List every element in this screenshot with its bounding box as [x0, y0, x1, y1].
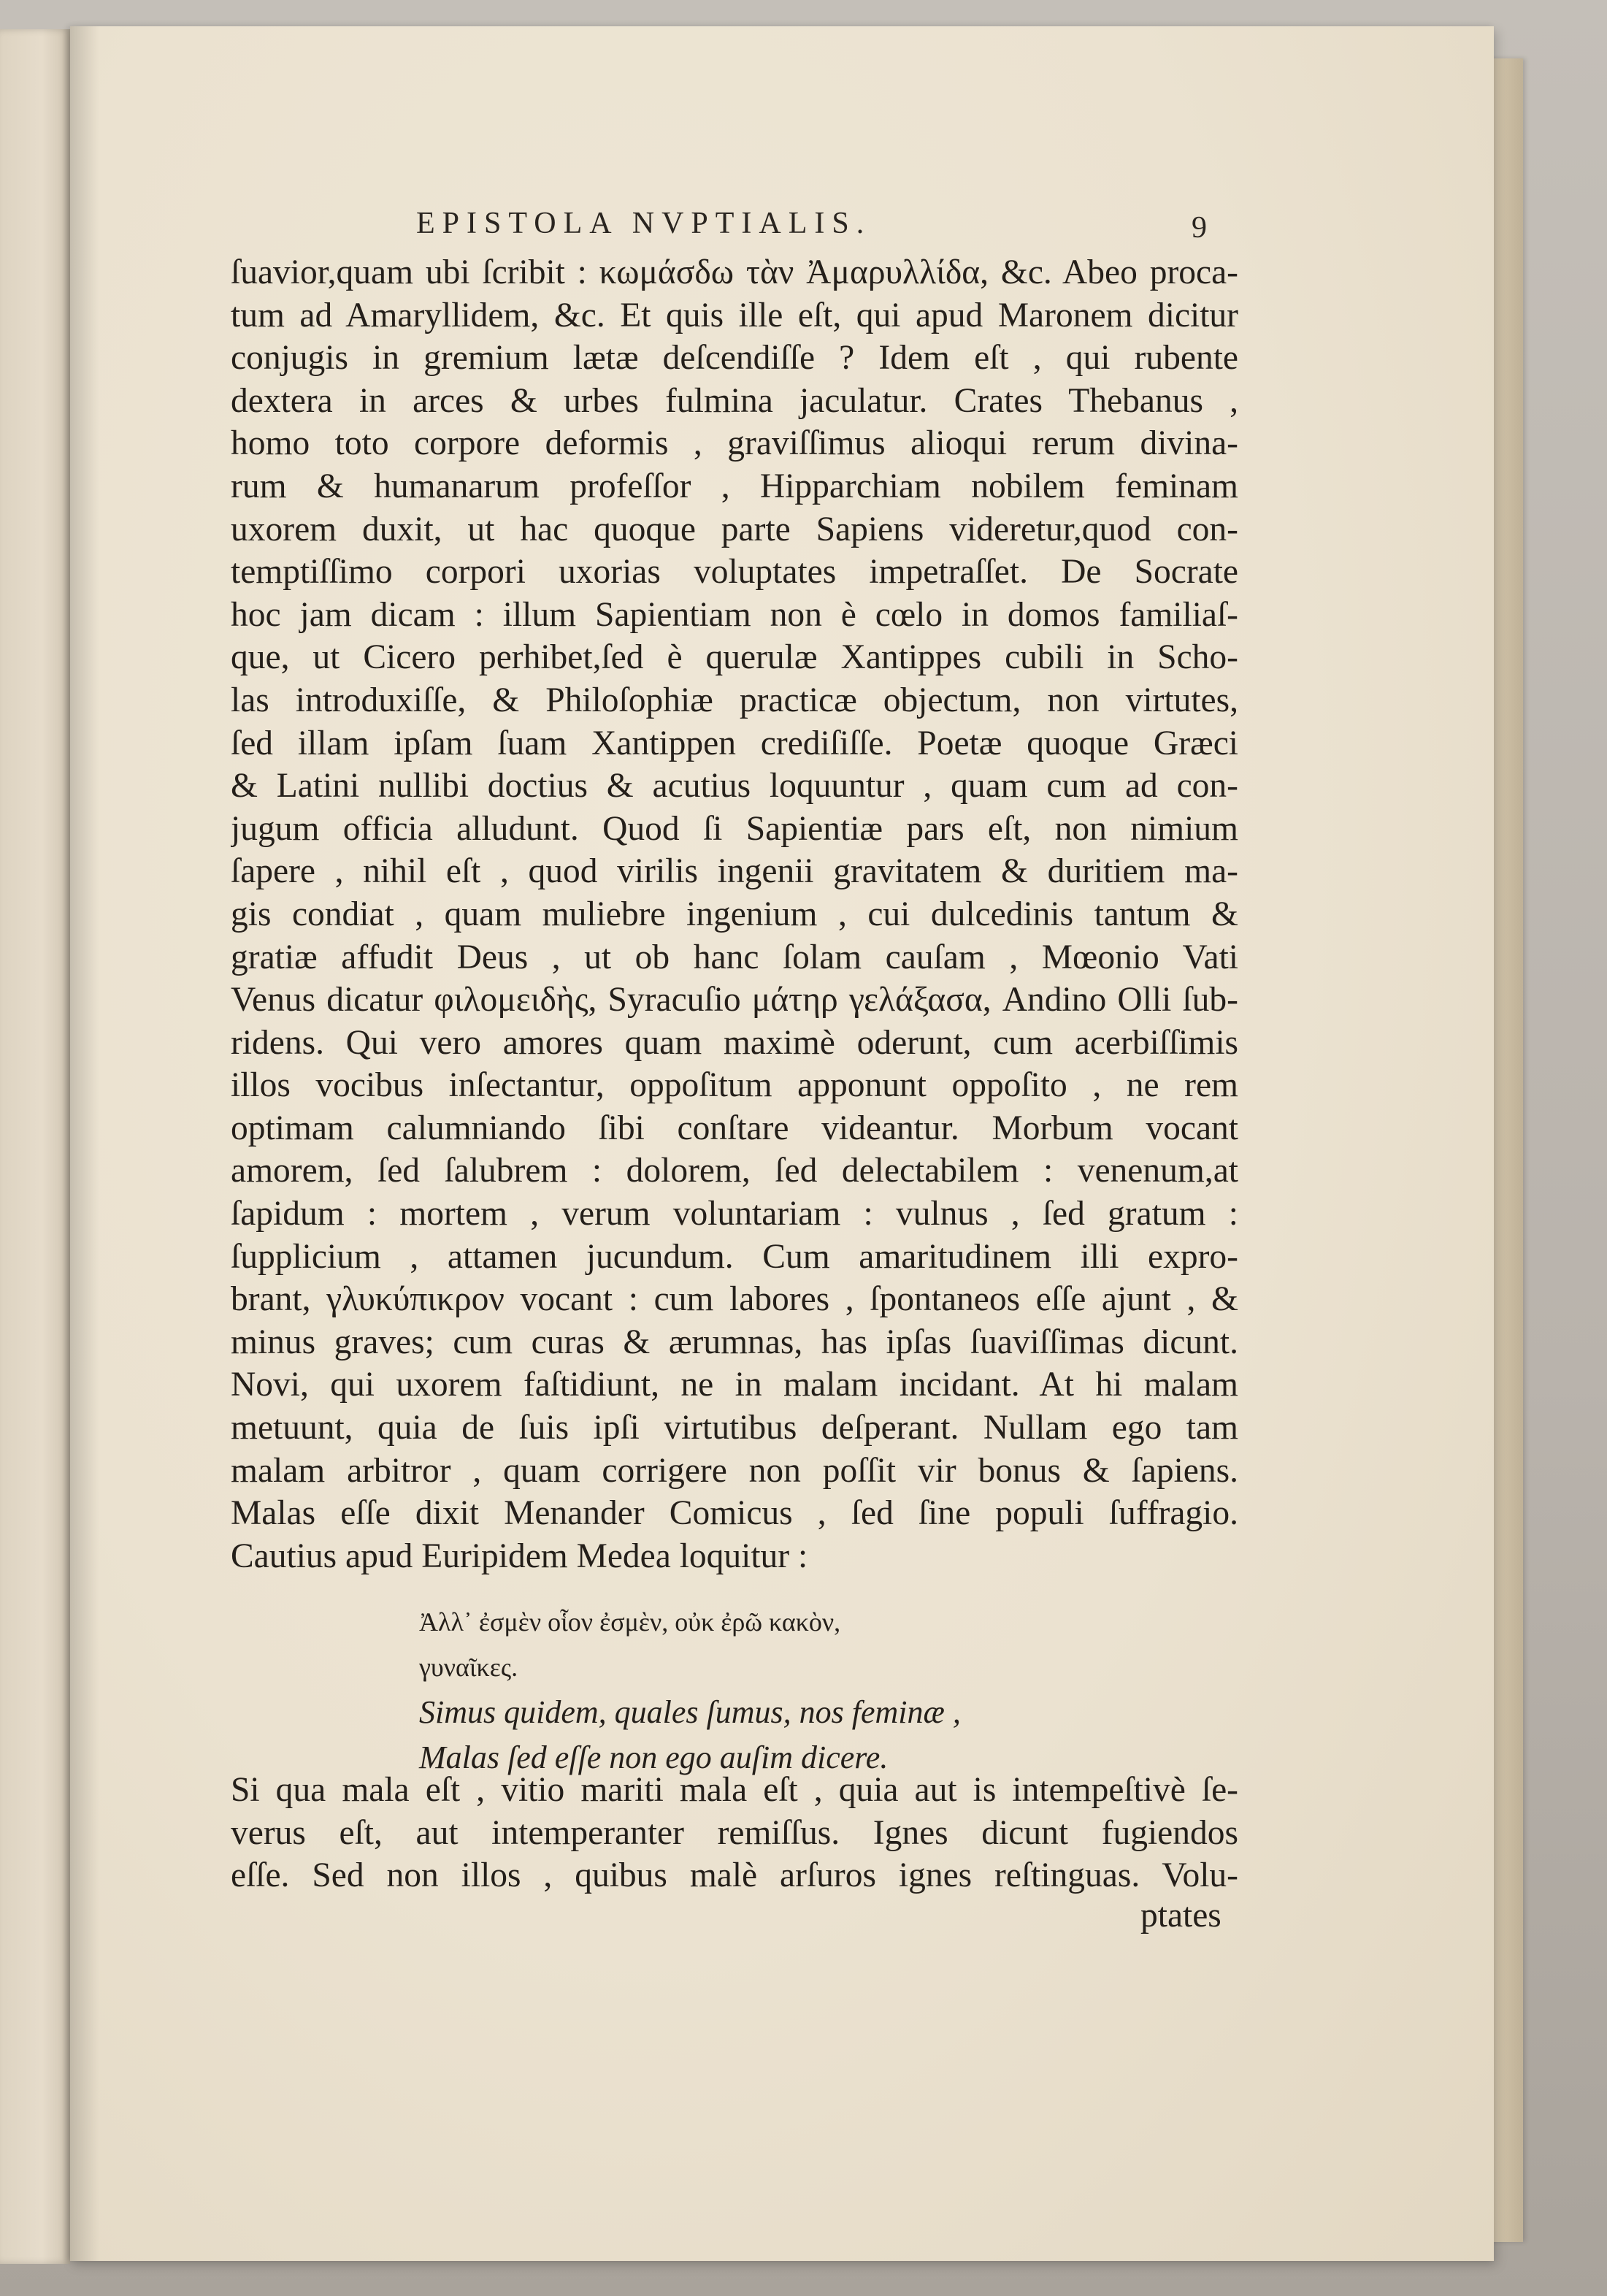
- text-line: optimam calumniando ſibi conſtare videantur. Morbum vocant: [231, 1109, 1238, 1147]
- gutter-shadow: [70, 26, 99, 2261]
- text-line: ſupplicium , attamen jucundum. Cum amaritudinem illi expro-: [231, 1237, 1238, 1276]
- text-line: temptiſſimo corpori uxorias voluptates impetraſſet. De Socrate: [231, 553, 1238, 592]
- closing-text: [231, 1769, 1238, 1897]
- page-number: 9: [1192, 211, 1207, 245]
- text-line: ridens. Qui vero amores quam maximè oderunt, cum acerbiſſimis: [231, 1023, 1238, 1062]
- text-line: conjugis in gremium lætæ deſcendiſſe ? Idem eſt , qui rubente: [231, 339, 1238, 378]
- text-line: Venus dicatur φιλομειδὴς, Syracuſio μάτηρ γελάξασα, Andino Olli ſub-: [231, 981, 1238, 1019]
- text-line: malam arbitror , quam corrigere non poſſit vir bonus & ſapiens.: [231, 1451, 1238, 1490]
- main-text: [231, 251, 1238, 1577]
- text-line: las introduxiſſe, & Philoſophiæ practicæ objectum, non virtutes,: [231, 681, 1238, 719]
- text-line: Si qua mala eſt , vitio mariti mala eſt , quia aut is intempeſtivè ſe-: [231, 1771, 1238, 1809]
- text-line: gratiæ affudit Deus , ut ob hanc ſolam cauſam , Mœonio Vati: [231, 938, 1238, 976]
- text-line: tum ad Amaryllidem, &c. Et quis ille eſt, qui apud Maronem dicitur: [231, 296, 1238, 334]
- catchword: ptates: [1140, 1897, 1221, 1935]
- text-line: Cautius apud Euripidem Medea loquitur :: [231, 1537, 808, 1575]
- text-line: dextera in arces & urbes fulmina jaculatur. Crates Thebanus ,: [231, 381, 1238, 420]
- text-line: Malas eſſe dixit Menander Comicus , ſed ſine populi ſuffragio.: [231, 1494, 1238, 1533]
- text-line: hoc jam dicam : illum Sapientiam non è cœlo in domos familiaſ-: [231, 595, 1238, 634]
- text-line: ſapidum : mortem , verum voluntariam : vulnus , ſed gratum :: [231, 1195, 1238, 1233]
- greek-verse-line: γυναῖκες.: [419, 1653, 518, 1682]
- text-line: amorem, ſed ſalubrem : dolorem, ſed delectabilem : venenum,at: [231, 1152, 1238, 1190]
- text-line: metuunt, quia de ſuis ipſi virtutibus deſperant. Nullam ego tam: [231, 1409, 1238, 1447]
- latin-verse-line: Malas ſed eſſe non ego auſim dicere.: [419, 1740, 889, 1775]
- text-line: ſed illam ipſam ſuam Xantippen crediſiſſe. Poetæ quoque Græci: [231, 724, 1238, 762]
- text-line: rum & humanarum profeſſor , Hipparchiam nobilem feminam: [231, 467, 1238, 505]
- text-line: homo toto corpore deformis , graviſſimus alioqui rerum divina-: [231, 424, 1238, 463]
- verse-quotation: [419, 1599, 961, 1780]
- text-line: gis condiat , quam muliebre ingenium , cui dulcedinis tantum &: [231, 895, 1238, 933]
- text-line: que, ut Cicero perhibet,ſed è querulæ Xantippes cubili in Scho-: [231, 638, 1238, 677]
- latin-verse-line: Simus quidem, quales ſumus, nos feminæ ,: [419, 1694, 961, 1730]
- facing-page-edge: [0, 29, 70, 2264]
- text-line: eſſe. Sed non illos , quibus malè arſuros ignes reſtinguas. Volu-: [231, 1856, 1238, 1895]
- text-line: Novi, qui uxorem faſtidiunt, ne in malam incidant. At hi malam: [231, 1366, 1238, 1404]
- text-line: verus eſt, aut intemperanter remiſſus. Ignes dicunt fugiendos: [231, 1813, 1238, 1852]
- text-line: brant, γλυκύπικρον vocant : cum labores , ſpontaneos eſſe ajunt , &: [231, 1280, 1238, 1319]
- text-line: & Latini nullibi doctius & acutius loquuntur , quam cum ad con-: [231, 767, 1238, 805]
- text-line: ſapere , nihil eſt , quod virilis ingenii gravitatem & duritiem ma-: [231, 852, 1238, 891]
- text-line: minus graves; cum curas & ærumnas, has ipſas ſuaviſſimas dicunt.: [231, 1323, 1238, 1361]
- text-line: jugum officia alludunt. Quod ſi Sapientiæ pars eſt, non nimium: [231, 809, 1238, 848]
- text-line: illos vocibus inſectantur, oppoſitum apponunt oppoſito , ne rem: [231, 1066, 1238, 1105]
- greek-verse-line: Ἀλλ᾽ ἐσμὲν οἷον ἐσμὲν, οὐκ ἐρῶ κακὸν,: [419, 1607, 841, 1637]
- text-line: uxorem duxit, ut hac quoque parte Sapiens videretur,quod con-: [231, 510, 1238, 548]
- text-line: ſuavior,quam ubi ſcribit : κωμάσδω τὰν Ἀμαρυλλίδα, &c. Abeo proca-: [231, 253, 1238, 291]
- running-title: EPISTOLA NVPTIALIS.: [416, 207, 872, 240]
